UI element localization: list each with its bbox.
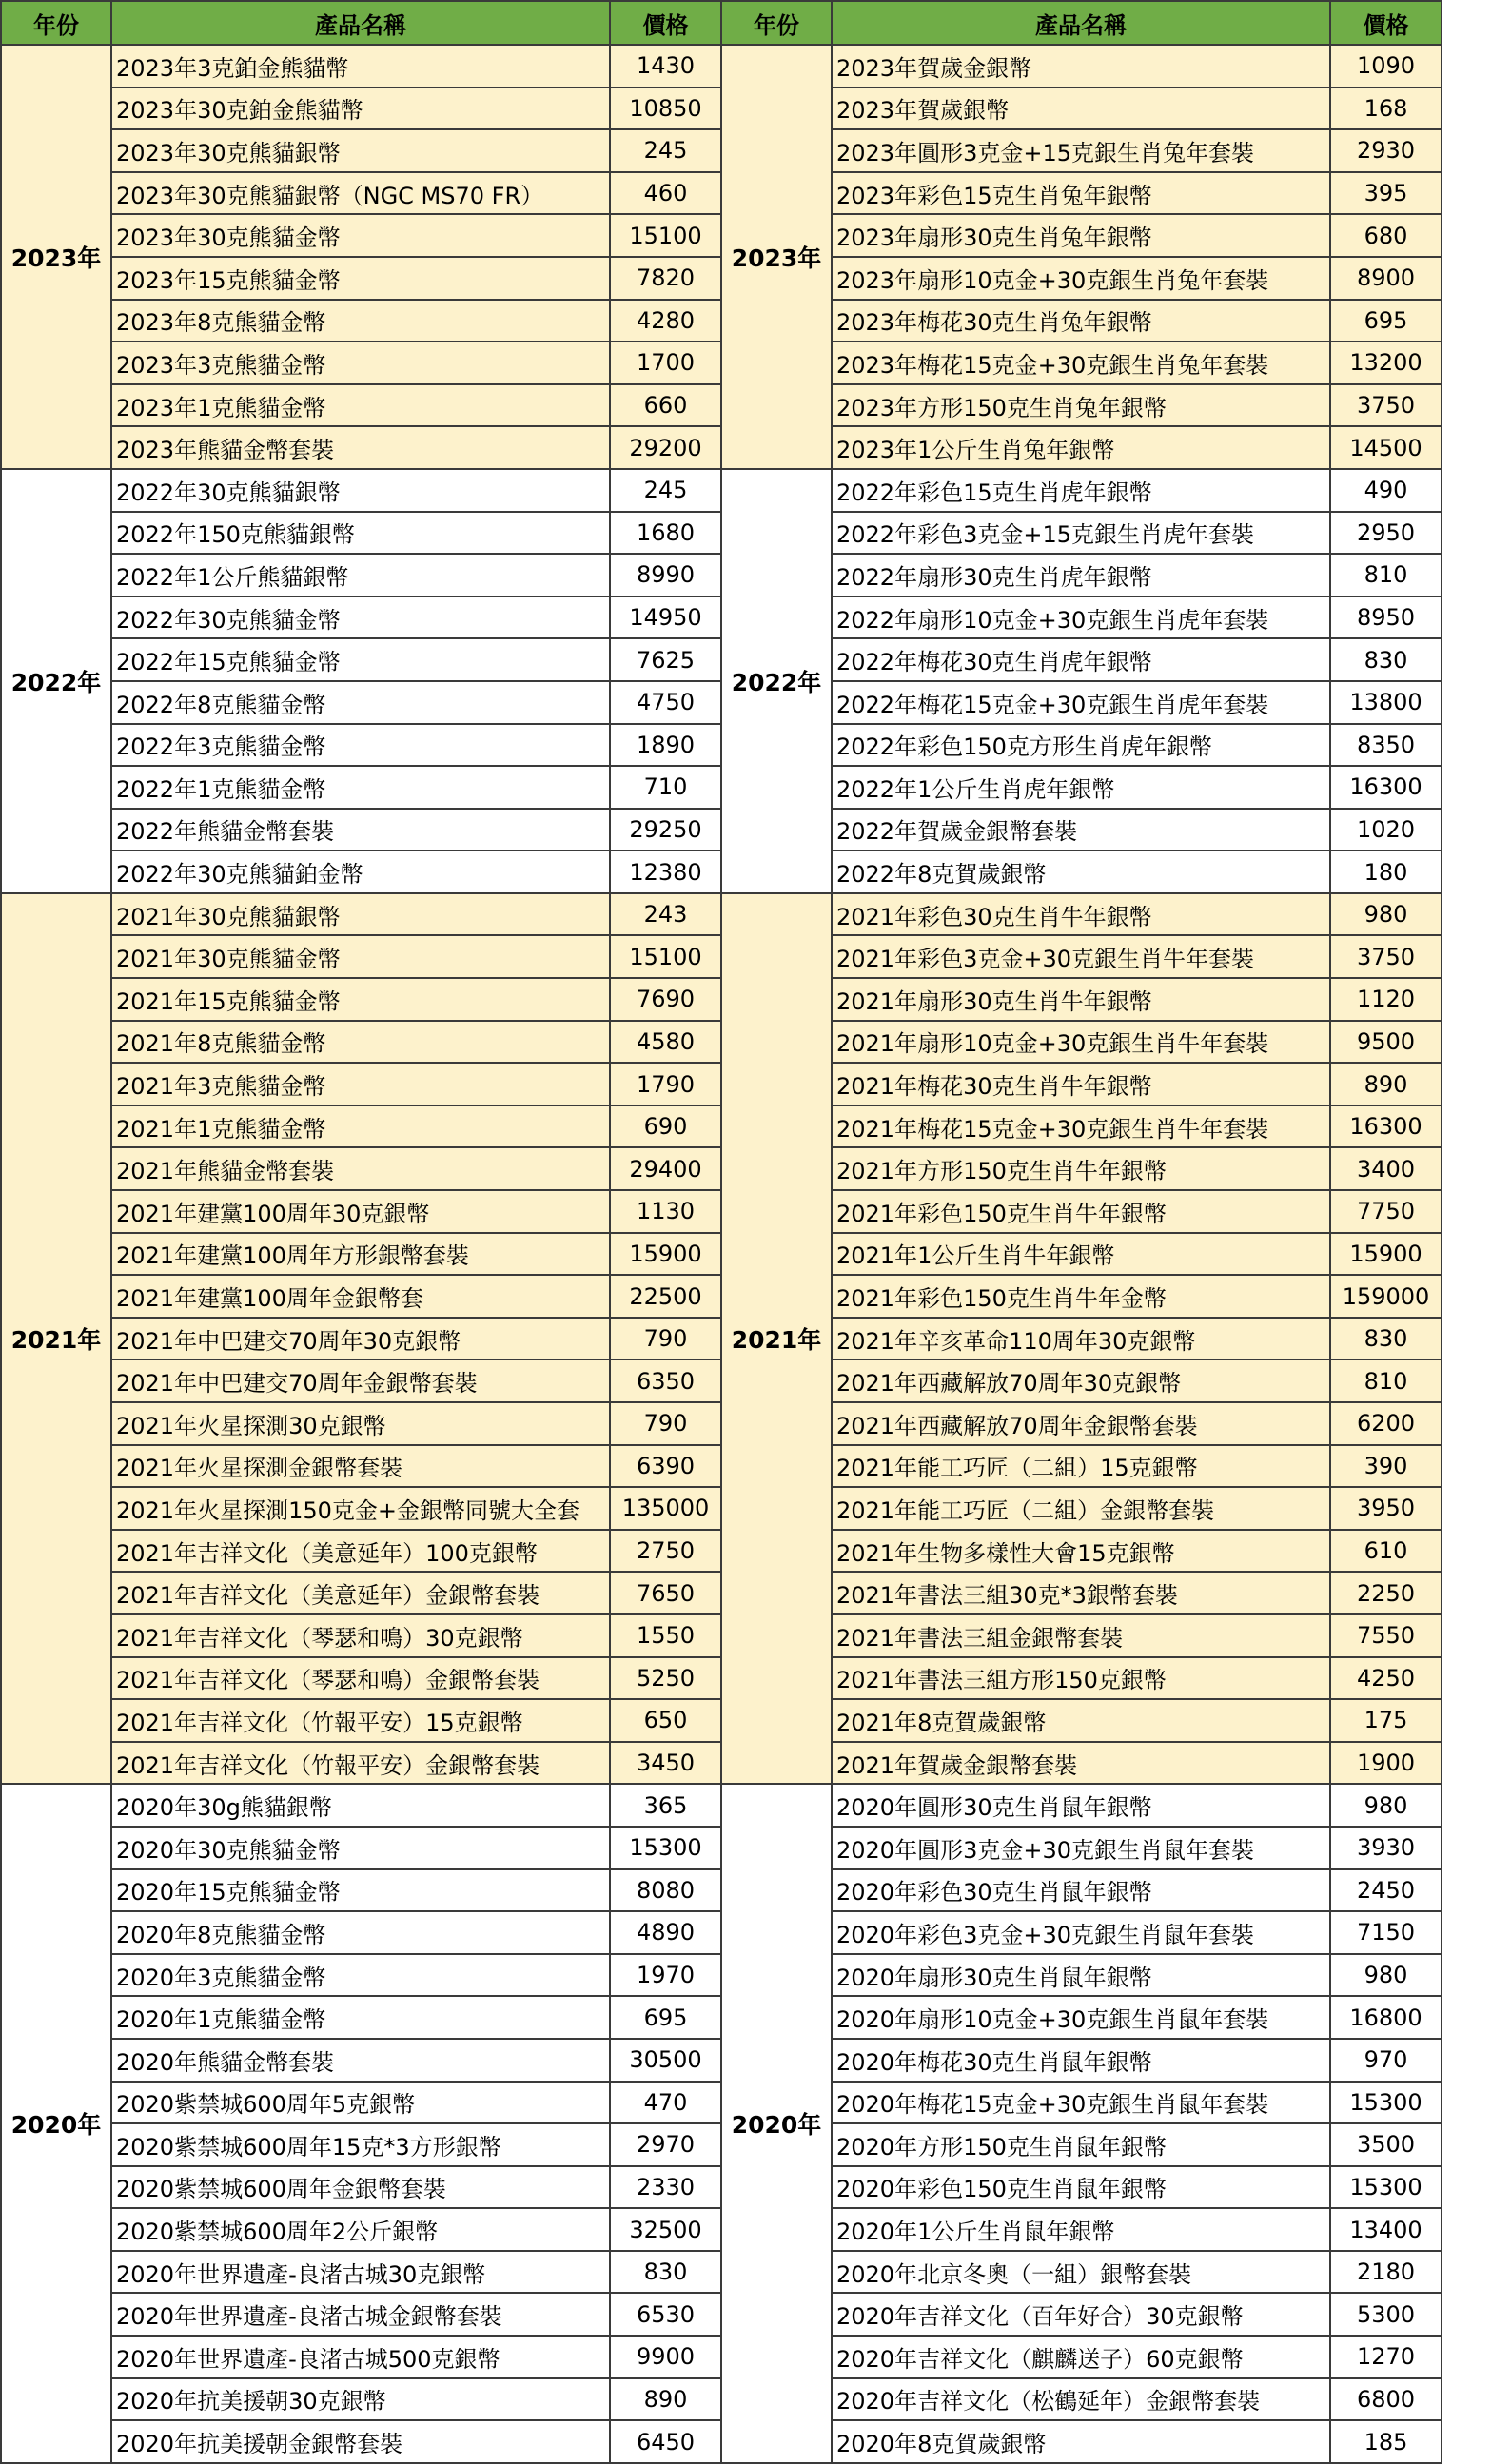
- product-name-cell: 2022年8克賀歲銀幣: [832, 851, 1330, 893]
- price-cell: 8080: [610, 1869, 721, 1912]
- product-name-cell: 2021年建黨100周年30克銀幣: [111, 1190, 610, 1233]
- product-name-cell: 2021年吉祥文化（竹報平安）金銀幣套裝: [111, 1742, 610, 1785]
- product-name-cell: 2021年中巴建交70周年30克銀幣: [111, 1318, 610, 1360]
- price-cell: 3500: [1330, 2123, 1442, 2166]
- price-cell: 15300: [610, 1827, 721, 1869]
- price-cell: 7750: [1330, 1190, 1442, 1233]
- product-name-cell: 2023年3克熊貓金幣: [111, 342, 610, 384]
- price-cell: 3400: [1330, 1147, 1442, 1190]
- product-name-cell: 2020年梅花15克金+30克銀生肖鼠年套裝: [832, 2082, 1330, 2124]
- product-name-cell: 2023年方形150克生肖兔年銀幣: [832, 384, 1330, 427]
- product-name-cell: 2021年辛亥革命110周年30克銀幣: [832, 1318, 1330, 1360]
- price-cell: 15300: [1330, 2166, 1442, 2209]
- year-group: [1, 45, 1442, 469]
- product-name-cell: 2020年彩色30克生肖鼠年銀幣: [832, 1869, 1330, 1912]
- product-name-cell: 2023年圓形3克金+15克銀生肖兔年套裝: [832, 129, 1330, 172]
- product-name-cell: 2021年書法三組方形150克銀幣: [832, 1657, 1330, 1700]
- price-cell: 8350: [1330, 724, 1442, 767]
- product-name-cell: 2020年30克熊貓金幣: [111, 1827, 610, 1869]
- price-cell: 10850: [610, 88, 721, 130]
- product-name-cell: 2021年書法三組金銀幣套裝: [832, 1614, 1330, 1657]
- price-cell: 6390: [610, 1445, 721, 1488]
- price-cell: 4280: [610, 300, 721, 342]
- year-cell: 2023年: [1, 45, 111, 469]
- price-cell: 470: [610, 2082, 721, 2124]
- price-cell: 12380: [610, 851, 721, 893]
- price-cell: 460: [610, 172, 721, 215]
- year-cell: 2021年: [721, 893, 832, 1784]
- product-name-cell: 2022年梅花30克生肖虎年銀幣: [832, 638, 1330, 681]
- product-name-cell: 2021年15克熊貓金幣: [111, 978, 610, 1021]
- product-name-cell: 2023年1克熊貓金幣: [111, 384, 610, 427]
- price-cell: 159000: [1330, 1275, 1442, 1318]
- product-name-cell: 2022年熊貓金幣套裝: [111, 809, 610, 851]
- price-cell: 15100: [610, 935, 721, 978]
- price-cell: 395: [1330, 172, 1442, 215]
- price-cell: 30500: [610, 2039, 721, 2082]
- price-cell: 970: [1330, 2039, 1442, 2082]
- price-cell: 9900: [610, 2336, 721, 2378]
- header-price-left: 價格: [610, 1, 721, 45]
- product-name-cell: 2021年30克熊貓銀幣: [111, 893, 610, 936]
- product-name-cell: 2021年吉祥文化（竹報平安）15克銀幣: [111, 1699, 610, 1742]
- product-name-cell: 2021年3克熊貓金幣: [111, 1063, 610, 1105]
- price-cell: 650: [610, 1699, 721, 1742]
- product-name-cell: 2021年吉祥文化（琴瑟和鳴）30克銀幣: [111, 1614, 610, 1657]
- product-name-cell: 2020年8克熊貓金幣: [111, 1911, 610, 1954]
- price-cell: 690: [610, 1105, 721, 1148]
- product-name-cell: 2020年方形150克生肖鼠年銀幣: [832, 2123, 1330, 2166]
- price-cell: 1680: [610, 512, 721, 555]
- product-name-cell: 2021年方形150克生肖牛年銀幣: [832, 1147, 1330, 1190]
- price-cell: 32500: [610, 2208, 721, 2251]
- price-cell: 1970: [610, 1954, 721, 1997]
- product-name-cell: 2021年西藏解放70周年金銀幣套裝: [832, 1402, 1330, 1445]
- price-cell: 13400: [1330, 2208, 1442, 2251]
- price-cell: 185: [1330, 2420, 1442, 2463]
- product-name-cell: 2020年3克熊貓金幣: [111, 1954, 610, 1997]
- table-row: [1, 45, 1442, 88]
- product-name-cell: 2021年建黨100周年方形銀幣套裝: [111, 1233, 610, 1276]
- product-name-cell: 2023年30克熊貓金幣: [111, 214, 610, 257]
- product-name-cell: 2023年彩色15克生肖兔年銀幣: [832, 172, 1330, 215]
- price-cell: 3930: [1330, 1827, 1442, 1869]
- product-name-cell: 2023年30克熊貓銀幣: [111, 129, 610, 172]
- price-cell: 610: [1330, 1530, 1442, 1573]
- product-name-cell: 2021年彩色3克金+30克銀生肖牛年套裝: [832, 935, 1330, 978]
- product-name-cell: 2022年彩色150克方形生肖虎年銀幣: [832, 724, 1330, 767]
- price-cell: 29200: [610, 426, 721, 469]
- year-group: [1, 893, 1442, 1784]
- product-name-cell: 2021年火星探測金銀幣套裝: [111, 1445, 610, 1488]
- product-name-cell: 2021年賀歲金銀幣套裝: [832, 1742, 1330, 1785]
- header-name-right: 產品名稱: [832, 1, 1330, 45]
- header-price-right: 價格: [1330, 1, 1442, 45]
- price-cell: 695: [1330, 300, 1442, 342]
- product-name-cell: 2020年抗美援朝30克銀幣: [111, 2378, 610, 2421]
- product-name-cell: 2020年1克熊貓金幣: [111, 1996, 610, 2039]
- year-cell: 2022年: [1, 469, 111, 893]
- price-cell: 7650: [610, 1572, 721, 1614]
- product-name-cell: 2023年30克鉑金熊貓幣: [111, 88, 610, 130]
- price-cell: 14500: [1330, 426, 1442, 469]
- product-name-cell: 2021年生物多樣性大會15克銀幣: [832, 1530, 1330, 1573]
- price-cell: 830: [1330, 1318, 1442, 1360]
- price-cell: 490: [1330, 469, 1442, 512]
- price-cell: 29250: [610, 809, 721, 851]
- price-cell: 16800: [1330, 1996, 1442, 2039]
- price-cell: 980: [1330, 1954, 1442, 1997]
- price-cell: 15100: [610, 214, 721, 257]
- product-name-cell: 2021年彩色30克生肖牛年銀幣: [832, 893, 1330, 936]
- product-name-cell: 2021年建黨100周年金銀幣套: [111, 1275, 610, 1318]
- price-cell: 1270: [1330, 2336, 1442, 2378]
- product-name-cell: 2023年賀歲銀幣: [832, 88, 1330, 130]
- price-cell: 4890: [610, 1911, 721, 1954]
- price-cell: 6450: [610, 2420, 721, 2463]
- product-name-cell: 2022年30克熊貓鉑金幣: [111, 851, 610, 893]
- price-cell: 2970: [610, 2123, 721, 2166]
- price-cell: 695: [610, 1996, 721, 2039]
- price-cell: 890: [1330, 1063, 1442, 1105]
- product-name-cell: 2023年梅花15克金+30克銀生肖兔年套裝: [832, 342, 1330, 384]
- product-name-cell: 2020年扇形30克生肖鼠年銀幣: [832, 1954, 1330, 1997]
- product-name-cell: 2023年熊貓金幣套裝: [111, 426, 610, 469]
- price-cell: 680: [1330, 214, 1442, 257]
- price-cell: 6800: [1330, 2378, 1442, 2421]
- year-group: [1, 469, 1442, 893]
- price-cell: 135000: [610, 1487, 721, 1530]
- price-cell: 710: [610, 766, 721, 809]
- price-cell: 390: [1330, 1445, 1442, 1488]
- header-year-right: 年份: [721, 1, 832, 45]
- header-year-left: 年份: [1, 1, 111, 45]
- product-name-cell: 2020年熊貓金幣套裝: [111, 2039, 610, 2082]
- product-name-cell: 2022年30克熊貓銀幣: [111, 469, 610, 512]
- product-name-cell: 2022年賀歲金銀幣套裝: [832, 809, 1330, 851]
- product-name-cell: 2023年扇形30克生肖兔年銀幣: [832, 214, 1330, 257]
- product-name-cell: 2021年火星探測30克銀幣: [111, 1402, 610, 1445]
- product-name-cell: 2020年圓形3克金+30克銀生肖鼠年套裝: [832, 1827, 1330, 1869]
- price-cell: 2950: [1330, 512, 1442, 555]
- product-name-cell: 2022年扇形30克生肖虎年銀幣: [832, 554, 1330, 596]
- price-cell: 9500: [1330, 1021, 1442, 1064]
- product-name-cell: 2023年賀歲金銀幣: [832, 45, 1330, 88]
- price-cell: 980: [1330, 1784, 1442, 1827]
- price-cell: 16300: [1330, 766, 1442, 809]
- price-cell: 1020: [1330, 809, 1442, 851]
- product-name-cell: 2023年扇形10克金+30克銀生肖兔年套裝: [832, 257, 1330, 300]
- product-name-cell: 2020年8克賀歲銀幣: [832, 2420, 1330, 2463]
- table-row: [1, 469, 1442, 512]
- product-name-cell: 2020年吉祥文化（松鶴延年）金銀幣套裝: [832, 2378, 1330, 2421]
- price-cell: 168: [1330, 88, 1442, 130]
- year-cell: 2020年: [721, 1784, 832, 2463]
- price-cell: 15900: [1330, 1233, 1442, 1276]
- price-cell: 790: [610, 1318, 721, 1360]
- price-cell: 2330: [610, 2166, 721, 2209]
- product-name-cell: 2022年30克熊貓金幣: [111, 596, 610, 639]
- price-cell: 830: [1330, 638, 1442, 681]
- product-name-cell: 2022年彩色15克生肖虎年銀幣: [832, 469, 1330, 512]
- price-cell: 245: [610, 469, 721, 512]
- price-cell: 4580: [610, 1021, 721, 1064]
- product-name-cell: 2021年吉祥文化（美意延年）100克銀幣: [111, 1530, 610, 1573]
- product-name-cell: 2022年1克熊貓金幣: [111, 766, 610, 809]
- product-name-cell: 2021年1克熊貓金幣: [111, 1105, 610, 1148]
- product-name-cell: 2020年世界遺產-良渚古城金銀幣套裝: [111, 2293, 610, 2336]
- product-name-cell: 2022年150克熊貓銀幣: [111, 512, 610, 555]
- price-cell: 1700: [610, 342, 721, 384]
- product-name-cell: 2021年8克熊貓金幣: [111, 1021, 610, 1064]
- year-cell: 2020年: [1, 1784, 111, 2463]
- product-name-cell: 2020年圓形30克生肖鼠年銀幣: [832, 1784, 1330, 1827]
- product-name-cell: 2020年世界遺產-良渚古城500克銀幣: [111, 2336, 610, 2378]
- product-name-cell: 2023年3克鉑金熊貓幣: [111, 45, 610, 88]
- price-cell: 660: [610, 384, 721, 427]
- product-name-cell: 2022年3克熊貓金幣: [111, 724, 610, 767]
- price-cell: 1090: [1330, 45, 1442, 88]
- price-cell: 1790: [610, 1063, 721, 1105]
- product-name-cell: 2021年彩色150克生肖牛年銀幣: [832, 1190, 1330, 1233]
- price-cell: 7550: [1330, 1614, 1442, 1657]
- header-row: [1, 1, 1442, 45]
- product-name-cell: 2022年梅花15克金+30克銀生肖虎年套裝: [832, 681, 1330, 724]
- table-row: [1, 1784, 1442, 1827]
- price-cell: 2450: [1330, 1869, 1442, 1912]
- price-cell: 2180: [1330, 2251, 1442, 2294]
- price-cell: 4750: [610, 681, 721, 724]
- product-name-cell: 2022年1公斤生肖虎年銀幣: [832, 766, 1330, 809]
- product-name-cell: 2020年1公斤生肖鼠年銀幣: [832, 2208, 1330, 2251]
- product-name-cell: 2023年1公斤生肖兔年銀幣: [832, 426, 1330, 469]
- product-name-cell: 2021年8克賀歲銀幣: [832, 1699, 1330, 1742]
- price-cell: 7690: [610, 978, 721, 1021]
- product-name-cell: 2021年1公斤生肖牛年銀幣: [832, 1233, 1330, 1276]
- price-cell: 6200: [1330, 1402, 1442, 1445]
- price-cell: 16300: [1330, 1105, 1442, 1148]
- price-cell: 8950: [1330, 596, 1442, 639]
- product-name-cell: 2021年能工巧匠（二組）金銀幣套裝: [832, 1487, 1330, 1530]
- year-group: [1, 1784, 1442, 2463]
- price-cell: 3750: [1330, 935, 1442, 978]
- product-name-cell: 2020年彩色150克生肖鼠年銀幣: [832, 2166, 1330, 2209]
- price-cell: 3950: [1330, 1487, 1442, 1530]
- price-cell: 14950: [610, 596, 721, 639]
- product-name-cell: 2020年北京冬奧（一組）銀幣套裝: [832, 2251, 1330, 2294]
- price-cell: 1550: [610, 1614, 721, 1657]
- price-cell: 8990: [610, 554, 721, 596]
- price-cell: 15300: [1330, 2082, 1442, 2124]
- product-name-cell: 2021年火星探測150克金+金銀幣同號大全套: [111, 1487, 610, 1530]
- product-name-cell: 2020紫禁城600周年2公斤銀幣: [111, 2208, 610, 2251]
- price-cell: 13800: [1330, 681, 1442, 724]
- price-cell: 365: [610, 1784, 721, 1827]
- product-name-cell: 2023年15克熊貓金幣: [111, 257, 610, 300]
- product-name-cell: 2021年梅花30克生肖牛年銀幣: [832, 1063, 1330, 1105]
- price-cell: 180: [1330, 851, 1442, 893]
- price-cell: 830: [610, 2251, 721, 2294]
- price-cell: 7625: [610, 638, 721, 681]
- price-cell: 810: [1330, 1359, 1442, 1402]
- year-cell: 2021年: [1, 893, 111, 1784]
- header-name-left: 產品名稱: [111, 1, 610, 45]
- product-name-cell: 2021年梅花15克金+30克銀生肖牛年套裝: [832, 1105, 1330, 1148]
- price-cell: 2750: [610, 1530, 721, 1573]
- product-name-cell: 2021年扇形10克金+30克銀生肖牛年套裝: [832, 1021, 1330, 1064]
- product-name-cell: 2021年熊貓金幣套裝: [111, 1147, 610, 1190]
- product-name-cell: 2021年吉祥文化（琴瑟和鳴）金銀幣套裝: [111, 1657, 610, 1700]
- price-cell: 1890: [610, 724, 721, 767]
- product-name-cell: 2022年彩色3克金+15克銀生肖虎年套裝: [832, 512, 1330, 555]
- product-name-cell: 2022年8克熊貓金幣: [111, 681, 610, 724]
- product-name-cell: 2020年15克熊貓金幣: [111, 1869, 610, 1912]
- product-name-cell: 2020紫禁城600周年15克*3方形銀幣: [111, 2123, 610, 2166]
- price-cell: 6530: [610, 2293, 721, 2336]
- price-cell: 1430: [610, 45, 721, 88]
- product-name-cell: 2020年30g熊貓銀幣: [111, 1784, 610, 1827]
- price-cell: 3750: [1330, 384, 1442, 427]
- price-cell: 3450: [610, 1742, 721, 1785]
- price-cell: 22500: [610, 1275, 721, 1318]
- price-cell: 1120: [1330, 978, 1442, 1021]
- product-name-cell: 2023年梅花30克生肖兔年銀幣: [832, 300, 1330, 342]
- price-cell: 1130: [610, 1190, 721, 1233]
- product-name-cell: 2020年抗美援朝金銀幣套裝: [111, 2420, 610, 2463]
- product-name-cell: 2020紫禁城600周年5克銀幣: [111, 2082, 610, 2124]
- price-cell: 5250: [610, 1657, 721, 1700]
- price-cell: 245: [610, 129, 721, 172]
- product-name-cell: 2021年扇形30克生肖牛年銀幣: [832, 978, 1330, 1021]
- price-cell: 810: [1330, 554, 1442, 596]
- product-name-cell: 2022年15克熊貓金幣: [111, 638, 610, 681]
- product-name-cell: 2020年世界遺產-良渚古城30克銀幣: [111, 2251, 610, 2294]
- product-name-cell: 2023年30克熊貓銀幣（NGC MS70 FR）: [111, 172, 610, 215]
- product-name-cell: 2021年西藏解放70周年30克銀幣: [832, 1359, 1330, 1402]
- product-name-cell: 2023年8克熊貓金幣: [111, 300, 610, 342]
- product-name-cell: 2021年吉祥文化（美意延年）金銀幣套裝: [111, 1572, 610, 1614]
- price-cell: 1900: [1330, 1742, 1442, 1785]
- product-name-cell: 2020年彩色3克金+30克銀生肖鼠年套裝: [832, 1911, 1330, 1954]
- product-name-cell: 2021年能工巧匠（二組）15克銀幣: [832, 1445, 1330, 1488]
- product-name-cell: 2020年扇形10克金+30克銀生肖鼠年套裝: [832, 1996, 1330, 2039]
- price-cell: 13200: [1330, 342, 1442, 384]
- table-row: [1, 893, 1442, 936]
- product-name-cell: 2020紫禁城600周年金銀幣套裝: [111, 2166, 610, 2209]
- year-cell: 2022年: [721, 469, 832, 893]
- price-cell: 2250: [1330, 1572, 1442, 1614]
- product-name-cell: 2022年扇形10克金+30克銀生肖虎年套裝: [832, 596, 1330, 639]
- product-name-cell: 2020年梅花30克生肖鼠年銀幣: [832, 2039, 1330, 2082]
- price-cell: 7150: [1330, 1911, 1442, 1954]
- price-cell: 890: [610, 2378, 721, 2421]
- price-cell: 7820: [610, 257, 721, 300]
- price-cell: 8900: [1330, 257, 1442, 300]
- price-cell: 980: [1330, 893, 1442, 936]
- price-cell: 2930: [1330, 129, 1442, 172]
- price-cell: 29400: [610, 1147, 721, 1190]
- price-cell: 5300: [1330, 2293, 1442, 2336]
- price-cell: 6350: [610, 1359, 721, 1402]
- product-name-cell: 2020年吉祥文化（麒麟送子）60克銀幣: [832, 2336, 1330, 2378]
- price-cell: 4250: [1330, 1657, 1442, 1700]
- product-name-cell: 2022年1公斤熊貓銀幣: [111, 554, 610, 596]
- price-cell: 243: [610, 893, 721, 936]
- product-name-cell: 2020年吉祥文化（百年好合）30克銀幣: [832, 2293, 1330, 2336]
- product-name-cell: 2021年30克熊貓金幣: [111, 935, 610, 978]
- product-name-cell: 2021年書法三組30克*3銀幣套裝: [832, 1572, 1330, 1614]
- product-name-cell: 2021年彩色150克生肖牛年金幣: [832, 1275, 1330, 1318]
- price-cell: 790: [610, 1402, 721, 1445]
- year-cell: 2023年: [721, 45, 832, 469]
- product-name-cell: 2021年中巴建交70周年金銀幣套裝: [111, 1359, 610, 1402]
- price-cell: 175: [1330, 1699, 1442, 1742]
- price-cell: 15900: [610, 1233, 721, 1276]
